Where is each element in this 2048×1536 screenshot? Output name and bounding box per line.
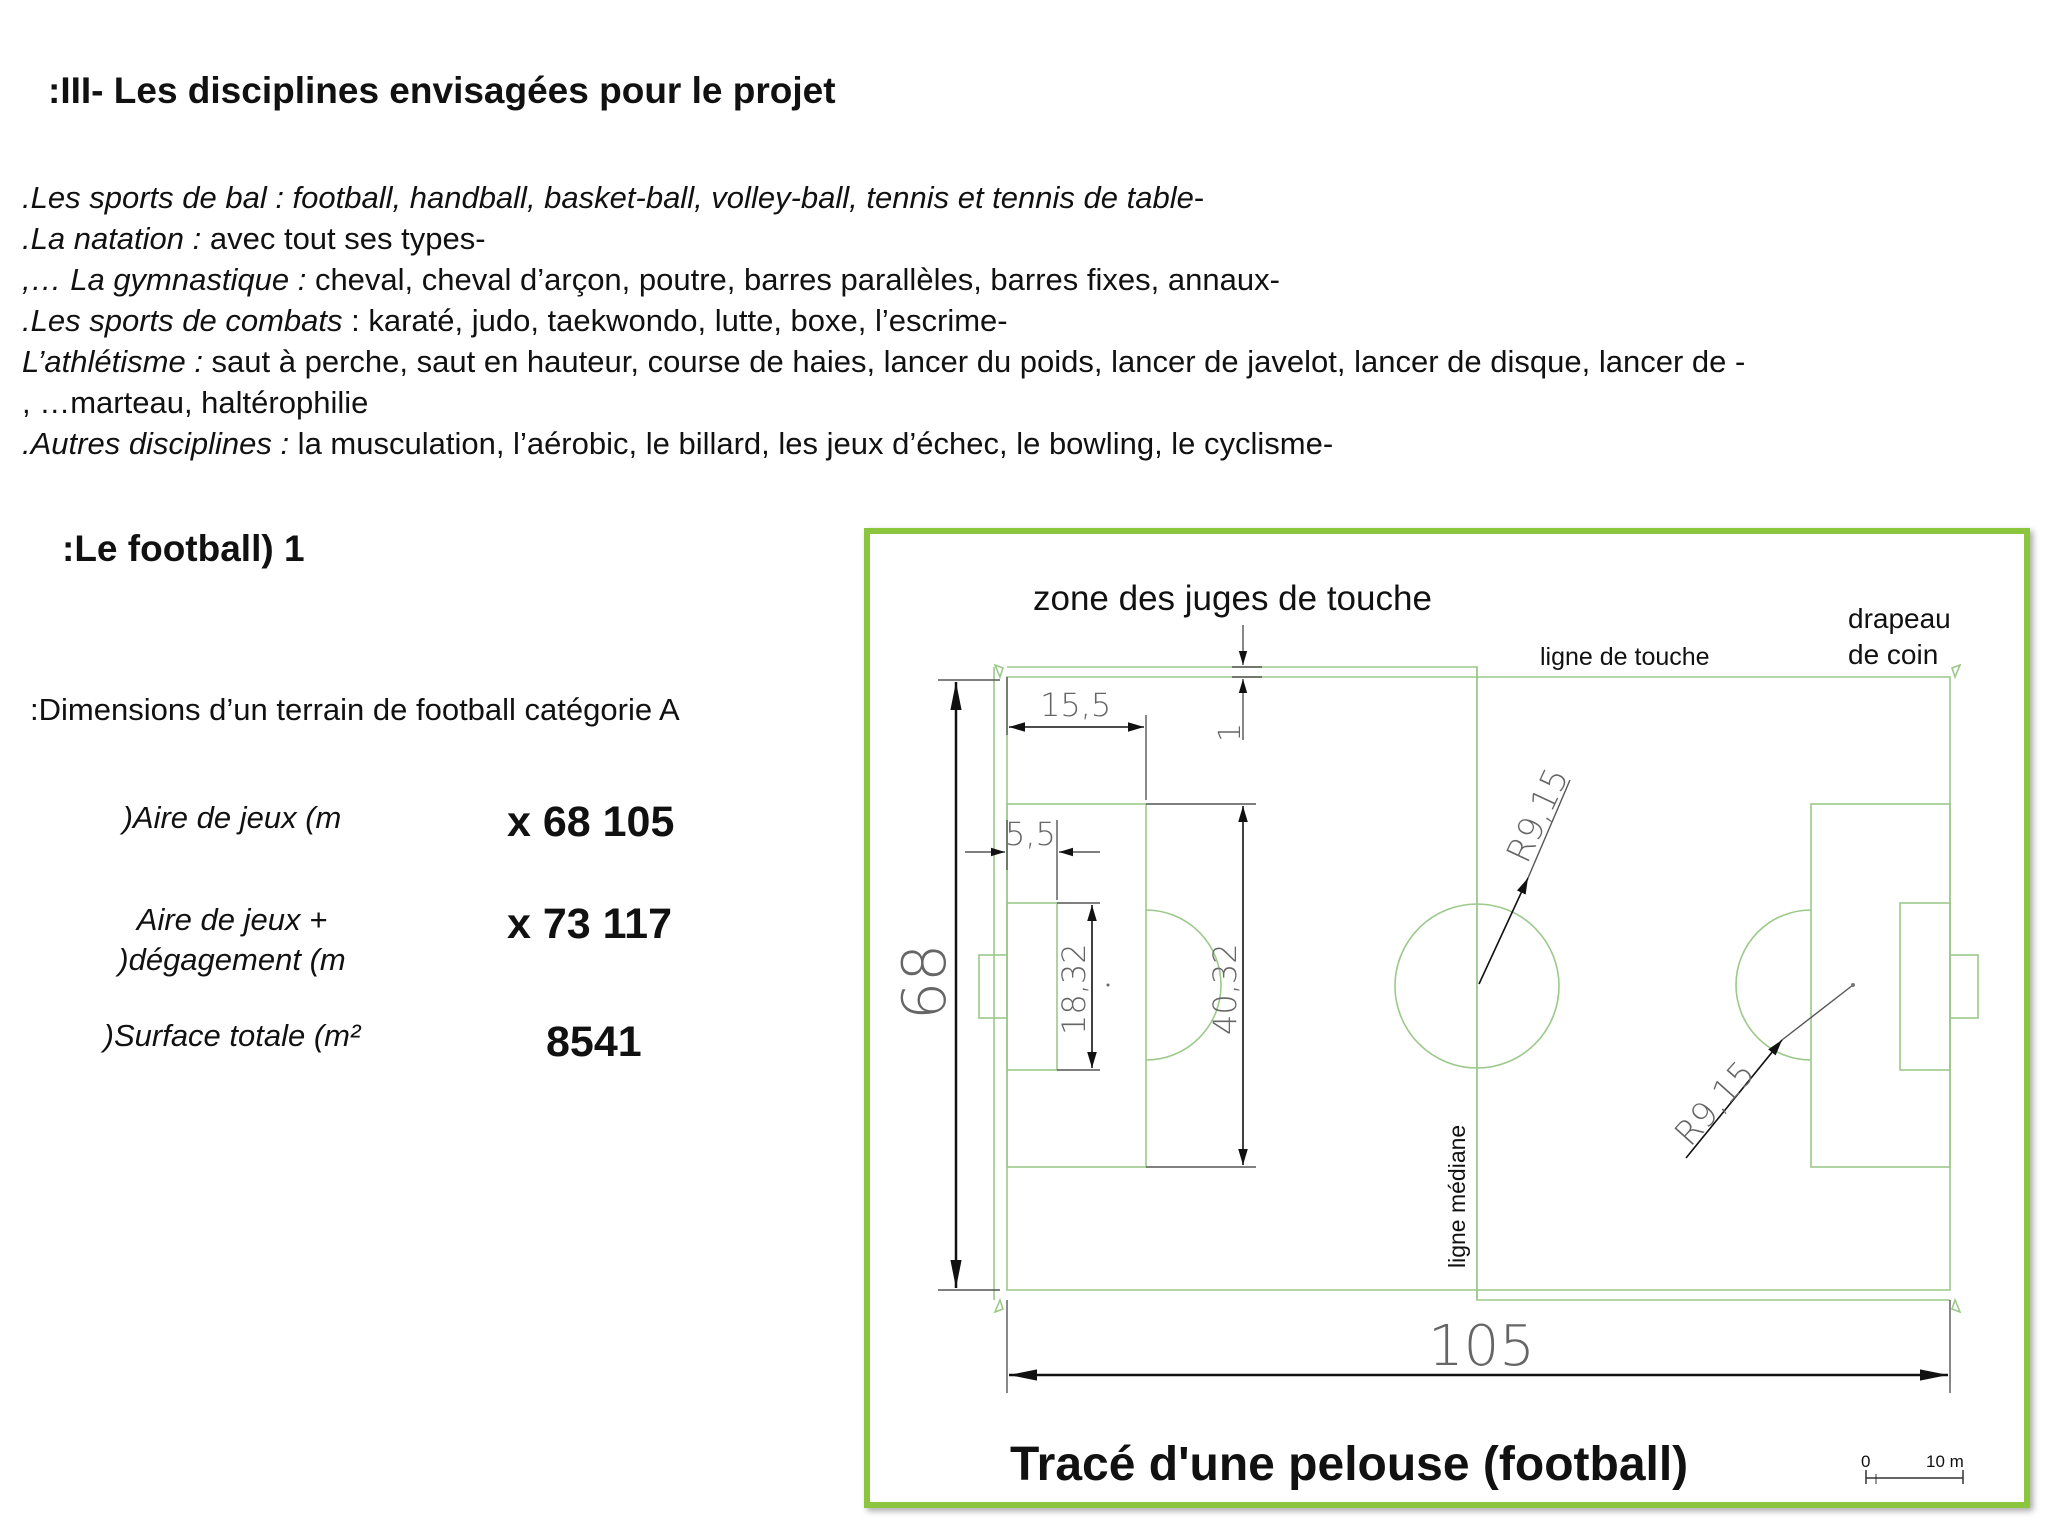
discipline-line: .Les sports de bal : football, handball, basket-ball, volley-ball, tennis et tennis de table- [22,180,1205,215]
plan-caption: Tracé d'une pelouse (football) [1010,1438,1689,1491]
corner-flag-label-1: drapeau [1848,603,1951,634]
dimensions-title: :Dimensions d’un terrain de football catégorie A [30,692,680,727]
median-line-label: ligne médiane [1444,1124,1470,1268]
dimension-radius-center-label: R9,15 [1498,761,1578,869]
zone-label: zone des juges de touche [1033,579,1432,618]
scale-label-10: 10 m [1926,1452,1964,1471]
dimension-18-32-label: 18,32 [1055,943,1093,1035]
dimension-1-label: 1 [1213,722,1248,742]
table-label-degagement: Aire de jeux + )dégagement (m [118,902,346,977]
table-label-surface: )Surface totale (m² [103,1018,361,1053]
discipline-line: .Autres disciplines : la musculation, l’aérobic, le billard, les jeux d’échec, le bowling, le cyclisme- [22,426,1334,461]
table-value-surface: 8541 [546,1018,642,1066]
discipline-line: ,… La gymnastique : cheval, cheval d’arçon, poutre, barres parallèles, barres fixes, annaux- [22,262,1280,297]
discipline-line: , …marteau, haltérophilie [22,385,369,420]
table-value-aire: x 68 105 [507,798,675,846]
dimension-68-label: 68 [890,943,960,1020]
dimension-5-5-label: 5,5 [1005,815,1056,853]
discipline-line: L’athlétisme : saut à perche, saut en hauteur, course de haies, lancer du poids, lancer de javelot, lancer de disque, lancer de - [22,344,1746,379]
table-value-degagement: x 73 117 [507,900,673,948]
section-heading: :III- Les disciplines envisagées pour le projet [48,70,836,111]
pitch-outline [994,667,1950,1300]
dimension-15-5-label: 15,5 [1040,686,1112,724]
scale-label-0: 0 [1861,1452,1871,1471]
scale-bar [1866,1470,1963,1484]
dimension-40-32-label: 40,32 [1206,943,1244,1035]
dimension-1 [1232,625,1262,740]
discipline-line: .La natation : avec tout ses types- [22,221,486,256]
left-penalty-area [979,804,1221,1167]
discipline-line: .Les sports de combats : karaté, judo, taekwondo, lutte, boxe, l’escrime- [22,303,1008,338]
table-label-aire: )Aire de jeux (m [122,800,342,835]
dimension-radius-penalty-label: R9,15 [1666,1053,1764,1155]
dimension-105-label: 105 [1428,1314,1535,1379]
right-penalty-area [1736,804,1978,1167]
corner-flag-label-2: de coin [1848,639,1939,670]
touch-line-label: ligne de touche [1540,643,1710,671]
football-subtitle: :Le football) 1 [62,528,305,569]
